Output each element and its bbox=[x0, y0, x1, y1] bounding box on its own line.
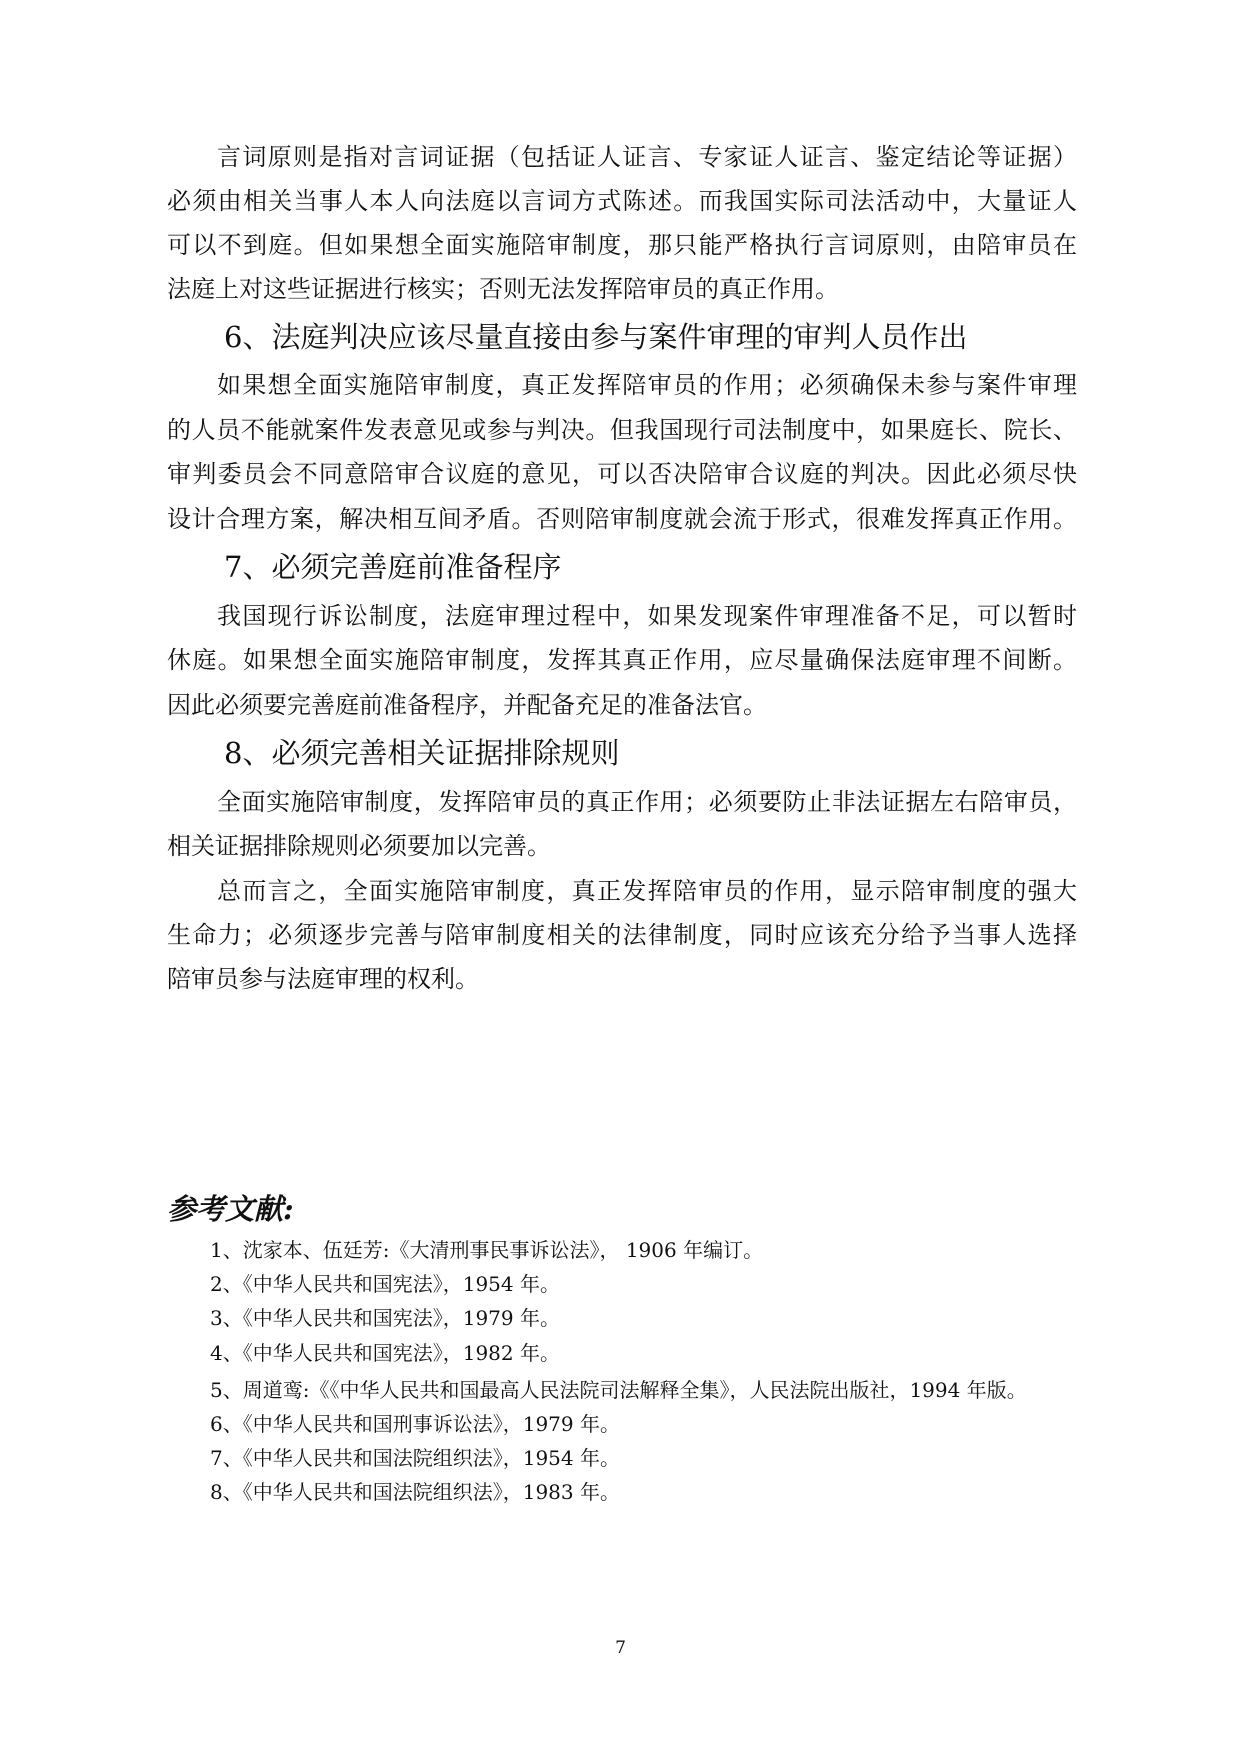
section-heading-8: 8、必须完善相关证据排除规则 bbox=[224, 736, 620, 770]
reference-item: 1、沈家本、伍廷芳:《大清刑事民事诉讼法》， 1906 年编订。 bbox=[210, 1238, 764, 1262]
body-text-line: 休庭。如果想全面实施陪审制度，发挥其真正作用，应尽量确保法庭审理不间断。 bbox=[167, 646, 1077, 674]
body-text-line: 相关证据排除规则必须要加以完善。 bbox=[167, 832, 551, 860]
body-text-line: 法庭上对这些证据进行核实；否则无法发挥陪审员的真正作用。 bbox=[167, 275, 839, 303]
body-text-line: 如果想全面实施陪审制度，真正发挥陪审员的作用；必须确保未参与案件审理 bbox=[217, 371, 1077, 399]
reference-item: 6、《中华人民共和国刑事诉讼法》，1979 年。 bbox=[210, 1412, 620, 1436]
body-text-line: 全面实施陪审制度，发挥陪审员的真正作用；必须要防止非法证据左右陪审员， bbox=[217, 788, 1077, 816]
body-text-line: 审判委员会不同意陪审合议庭的意见，可以否决陪审合议庭的判决。因此必须尽快 bbox=[167, 460, 1077, 488]
body-text-line: 生命力；必须逐步完善与陪审制度相关的法律制度，同时应该充分给予当事人选择 bbox=[167, 921, 1077, 949]
reference-item: 5、周道鸾:《《中华人民共和国最高人民法院司法解释全集》，人民法院出版社，1994 年版。 bbox=[210, 1378, 1027, 1402]
reference-item: 7、《中华人民共和国法院组织法》，1954 年。 bbox=[210, 1446, 620, 1470]
section-heading-6: 6、法庭判决应该尽量直接由参与案件审理的审判人员作出 bbox=[224, 320, 968, 354]
body-text-line: 因此必须要完善庭前准备程序，并配备充足的准备法官。 bbox=[167, 691, 767, 719]
reference-item: 3、《中华人民共和国宪法》，1979 年。 bbox=[210, 1306, 560, 1330]
reference-item: 4、《中华人民共和国宪法》，1982 年。 bbox=[210, 1341, 560, 1365]
section-heading-7: 7、必须完善庭前准备程序 bbox=[224, 550, 562, 584]
references-title: 参考文献: bbox=[167, 1192, 294, 1226]
reference-item: 2、《中华人民共和国宪法》，1954 年。 bbox=[210, 1272, 560, 1296]
body-text-line: 我国现行诉讼制度，法庭审理过程中，如果发现案件审理准备不足，可以暂时 bbox=[217, 602, 1077, 630]
body-text-line: 可以不到庭。但如果想全面实施陪审制度，那只能严格执行言词原则，由陪审员在 bbox=[167, 231, 1077, 259]
body-text-line: 总而言之，全面实施陪审制度，真正发挥陪审员的作用，显示陪审制度的强大 bbox=[217, 877, 1077, 905]
page-number: 7 bbox=[615, 1638, 626, 1658]
body-text-line: 陪审员参与法庭审理的权利。 bbox=[167, 965, 479, 993]
body-text-line: 必须由相关当事人本人向法庭以言词方式陈述。而我国实际司法活动中，大量证人 bbox=[167, 187, 1077, 215]
body-text-line: 设计合理方案，解决相互间矛盾。否则陪审制度就会流于形式，很难发挥真正作用。 bbox=[167, 505, 1077, 533]
reference-item: 8、《中华人民共和国法院组织法》，1983 年。 bbox=[210, 1480, 620, 1504]
body-text-line: 言词原则是指对言词证据（包括证人证言、专家证人证言、鉴定结论等证据） bbox=[217, 143, 1077, 171]
body-text-line: 的人员不能就案件发表意见或参与判决。但我国现行司法制度中，如果庭长、院长、 bbox=[167, 416, 1077, 444]
